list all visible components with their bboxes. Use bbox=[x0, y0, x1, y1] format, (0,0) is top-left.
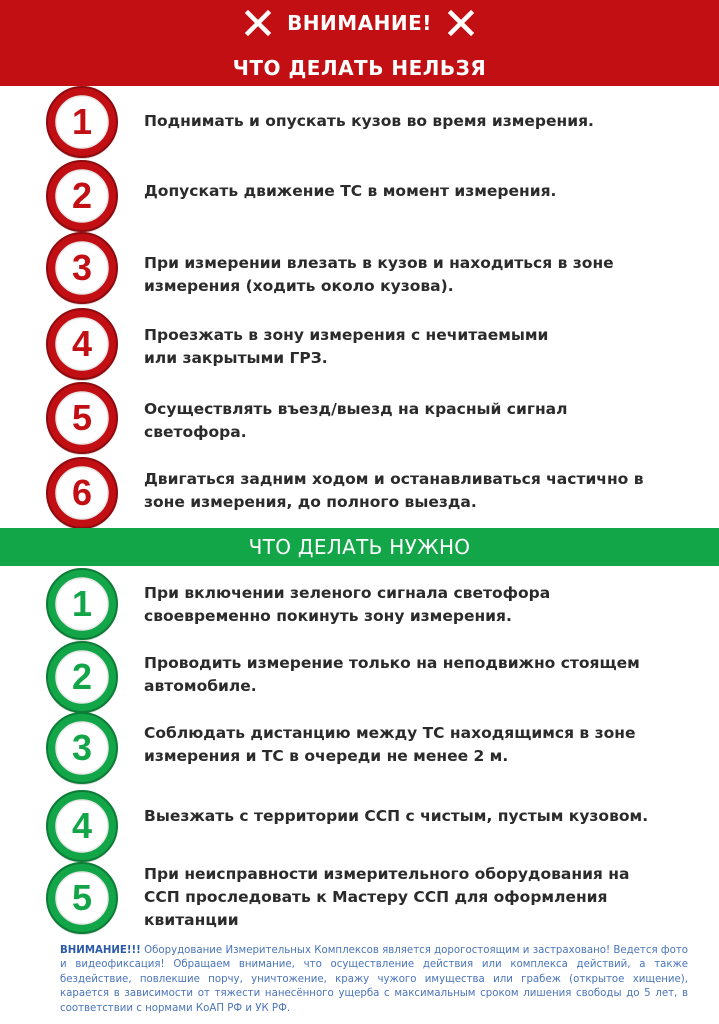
required-header: ЧТО ДЕЛАТЬ НУЖНО bbox=[0, 528, 719, 566]
svg-text:1: 1 bbox=[71, 101, 93, 142]
number-circle-icon bbox=[44, 84, 120, 160]
svg-text:3: 3 bbox=[71, 247, 93, 288]
warning-title: ВНИМАНИЕ! bbox=[287, 11, 432, 35]
svg-text:5: 5 bbox=[71, 397, 93, 438]
required-number-badge bbox=[44, 788, 120, 864]
forbidden-item-text: При измерении влезать в кузов и находиться в зоне измерения (ходить около кузова). bbox=[144, 254, 614, 295]
cross-icon bbox=[243, 8, 273, 38]
number-circle-icon bbox=[44, 158, 120, 234]
forbidden-item-text: Допускать движение ТС в момент измерения. bbox=[144, 182, 557, 200]
svg-text:1: 1 bbox=[71, 583, 93, 624]
forbidden-number-badge bbox=[44, 380, 120, 456]
required-item-text: При включении зеленого сигнала светофора своевременно покинуть зону измерения. bbox=[144, 584, 551, 625]
svg-text:2: 2 bbox=[71, 656, 93, 697]
forbidden-item-text: Двигаться задним ходом и останавливаться частично в зоне измерения, до полного выезда. bbox=[144, 470, 644, 511]
required-item-text: Соблюдать дистанцию между ТС находящимся в зоне измерения и ТС в очереди не менее 2 м. bbox=[144, 724, 636, 765]
forbidden-number-badge bbox=[44, 158, 120, 234]
required-number-badge bbox=[44, 639, 120, 715]
footer-notice bbox=[60, 944, 688, 1016]
svg-text:3: 3 bbox=[71, 727, 93, 768]
required-item-text: Проводить измерение только на неподвижно стоящем автомобиле. bbox=[144, 654, 640, 695]
required-item-text: При неисправности измерительного оборудования на ССП проследовать к Мастеру ССП для оформления квитанции bbox=[144, 865, 630, 929]
warning-row bbox=[0, 8, 719, 38]
footer-text: Оборудование Измерительных Комплексов является дорогостоящим и застраховано! Ведется фото и видеофиксация! Обращаем внимание, что осуществление действия или комплекса действий, а также бездействие, повлекшие порчу, уничтожение, кражу чужого имущества или грабеж (открытое хищение), карается в зависимости от тяжести нанесённого ущерба с максимальным сроком лишения свободы до 5 лет, в соответствии с нормами КоАП РФ и УК РФ. bbox=[60, 945, 688, 1014]
forbidden-item-text: Поднимать и опускать кузов во время измерения. bbox=[144, 112, 594, 130]
required-number-badge bbox=[44, 860, 120, 936]
cross-icon bbox=[446, 8, 476, 38]
number-circle-icon bbox=[44, 380, 120, 456]
number-circle-icon bbox=[44, 788, 120, 864]
forbidden-header bbox=[0, 0, 719, 86]
forbidden-item-text: Осуществлять въезд/выезд на красный сигнал светофора. bbox=[144, 400, 568, 441]
svg-text:6: 6 bbox=[71, 472, 93, 513]
forbidden-title: ЧТО ДЕЛАТЬ НЕЛЬЗЯ bbox=[232, 56, 487, 80]
number-circle-icon bbox=[44, 566, 120, 642]
number-circle-icon bbox=[44, 639, 120, 715]
forbidden-number-badge bbox=[44, 230, 120, 306]
svg-text:2: 2 bbox=[71, 175, 93, 216]
number-circle-icon bbox=[44, 455, 120, 531]
forbidden-number-badge bbox=[44, 84, 120, 160]
required-number-badge bbox=[44, 566, 120, 642]
number-circle-icon bbox=[44, 860, 120, 936]
required-number-badge bbox=[44, 710, 120, 786]
number-circle-icon bbox=[44, 230, 120, 306]
svg-text:4: 4 bbox=[71, 805, 93, 846]
svg-text:5: 5 bbox=[71, 877, 93, 918]
footer-lead: ВНИМАНИЕ!!! bbox=[60, 945, 141, 956]
forbidden-number-badge bbox=[44, 455, 120, 531]
forbidden-item-text: Проезжать в зону измерения с нечитаемыми или закрытыми ГРЗ. bbox=[144, 326, 549, 367]
number-circle-icon bbox=[44, 710, 120, 786]
number-circle-icon bbox=[44, 306, 120, 382]
forbidden-number-badge bbox=[44, 306, 120, 382]
required-item-text: Выезжать с территории ССП с чистым, пустым кузовом. bbox=[144, 807, 649, 825]
svg-text:4: 4 bbox=[71, 323, 93, 364]
